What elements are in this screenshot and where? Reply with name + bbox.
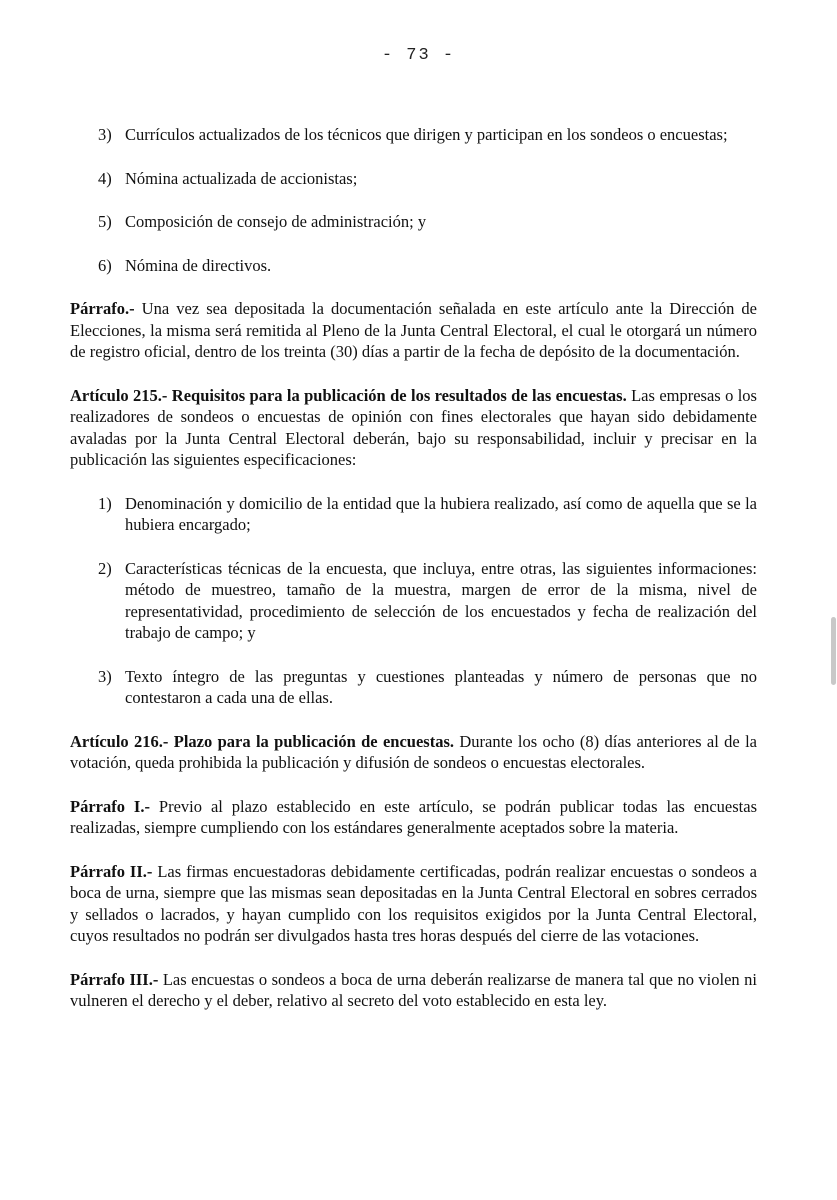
paragraph-label: Párrafo II.- bbox=[70, 861, 153, 881]
list-number: 6) bbox=[98, 255, 112, 275]
article-text: Durante los ocho (8) días anteriores al de la votación, queda prohibida la publicación y difusión de sondeos o encuestas electorales. bbox=[70, 731, 757, 772]
list-item bbox=[98, 666, 757, 709]
paragraph-label: Párrafo.- bbox=[70, 299, 135, 318]
article-text: Las empresas o los realizadores de sondeos o encuestas de opinión con fines electorales que hayan sido debidamente avaladas por la Junta Central Electoral deberán, bajo su responsabilidad, incluir y precisar en la publicación las siguientes especificaciones: bbox=[70, 385, 757, 469]
paragraph-parrafo-ii bbox=[70, 861, 757, 947]
list-item bbox=[98, 211, 757, 233]
list-text: Composición de consejo de administración; y bbox=[125, 212, 427, 231]
list-item bbox=[98, 168, 757, 190]
list-number: 3) bbox=[98, 125, 112, 144]
article-215 bbox=[70, 385, 757, 471]
article-heading: Artículo 215.- Requisitos para la publicación de los resultados de las encuestas. bbox=[70, 385, 627, 405]
paragraph-parrafo bbox=[70, 298, 757, 363]
list-number: 2) bbox=[98, 558, 112, 578]
paragraph-parrafo-iii bbox=[70, 969, 757, 1012]
list-item bbox=[98, 493, 757, 536]
list-text: Texto íntegro de las preguntas y cuestiones planteadas y número de personas que no contestaron a cada una de ellas. bbox=[125, 666, 757, 707]
list-number: 4) bbox=[98, 168, 112, 188]
paragraph-label: Párrafo I.- bbox=[70, 796, 150, 816]
list-number: 5) bbox=[98, 212, 112, 231]
list-text: Características técnicas de la encuesta, que incluya, entre otras, las siguientes informaciones: método de muestreo, tamaño de la muestra, margen de error de la misma, nivel de representatividad, procedimiento de selección de los encuestados y fecha de realización del trabajo de campo; y bbox=[125, 558, 757, 642]
article-heading: Artículo 216.- Plazo para la publicación de encuestas. bbox=[70, 731, 455, 751]
paragraph-label: Párrafo III.- bbox=[70, 969, 159, 989]
page-number: - 73 - bbox=[381, 46, 456, 65]
list-text: Denominación y domicilio de la entidad que la hubiera realizado, así como de aquella que se la hubiera encargado; bbox=[125, 493, 757, 534]
paragraph-text: Las encuestas o sondeos a boca de urna deberán realizarse de manera tal que no violen ni vulneren el derecho y el deber, relativo al secreto del voto establecido en esta ley. bbox=[70, 969, 758, 1010]
list-item bbox=[98, 255, 757, 277]
list-item bbox=[98, 124, 757, 146]
list-text: Nómina de directivos. bbox=[125, 255, 272, 275]
document-body bbox=[70, 124, 757, 1012]
scrollbar-thumb[interactable] bbox=[831, 617, 836, 685]
list-number: 1) bbox=[98, 493, 112, 513]
list-number: 3) bbox=[98, 666, 112, 686]
paragraph-parrafo-i bbox=[70, 796, 757, 839]
paragraph-text: Una vez sea depositada la documentación señalada en este artículo ante la Dirección de Elecciones, la misma será remitida al Pleno de la Junta Central Electoral, el cual le otorgará un número de registro oficial, dentro de los treinta (30) días a partir de la fecha de depósito de la documentación. bbox=[70, 299, 757, 361]
article-216 bbox=[70, 731, 757, 774]
paragraph-text: Las firmas encuestadoras debidamente certificadas, podrán realizar encuestas o sondeos a boca de urna, siempre que las mismas sean depositadas en la Junta Central Electoral en sobres cerrados y sellados o lacrados, y hayan cumplido con los requisitos exigidos por la Junta Central Electoral, cuyos resultados no podrán ser divulgados hasta tres horas después del cierre de las votaciones. bbox=[70, 861, 757, 945]
list-text: Nómina actualizada de accionistas; bbox=[125, 168, 358, 188]
list-text: Currículos actualizados de los técnicos que dirigen y participan en los sondeos o encuestas; bbox=[125, 125, 728, 144]
paragraph-text: Previo al plazo establecido en este artículo, se podrán publicar todas las encuestas realizadas, siempre cumpliendo con los estándares generalmente aceptados sobre la materia. bbox=[70, 796, 757, 837]
list-item bbox=[98, 558, 757, 644]
